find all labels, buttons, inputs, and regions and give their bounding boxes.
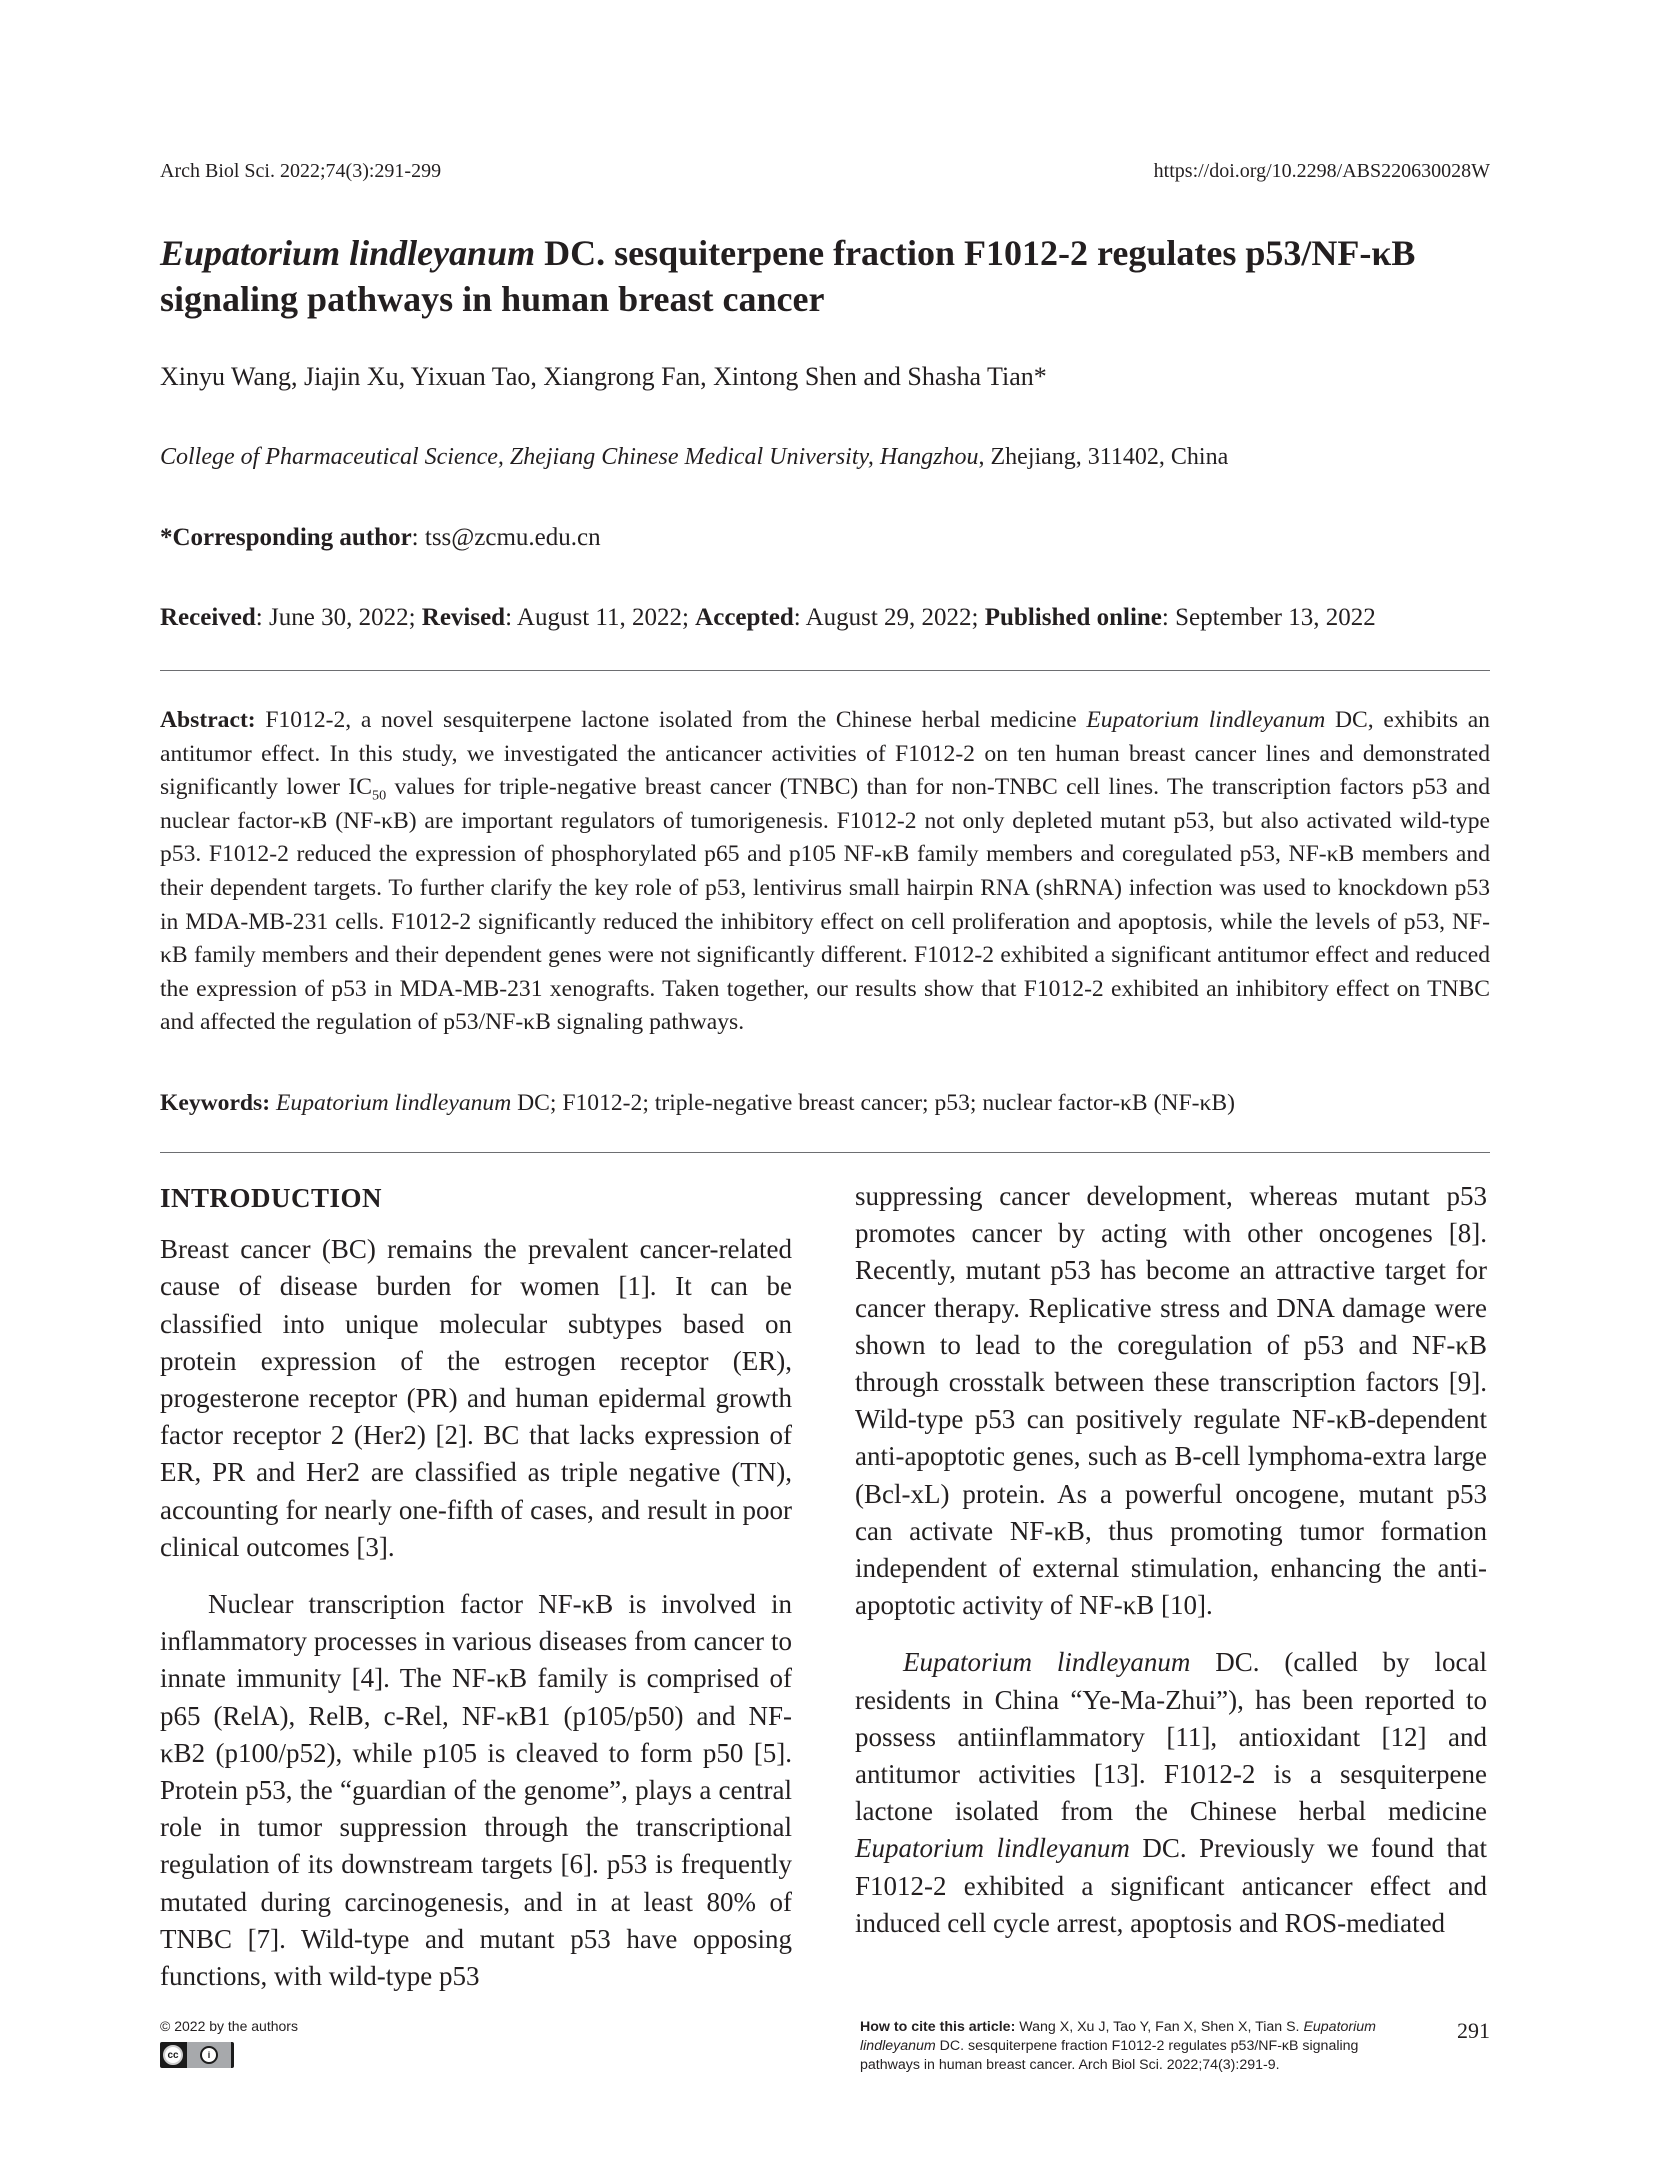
cite-species: Eupatorium lindleyanum: [860, 2019, 1376, 2054]
cc-by-segment: [187, 2042, 231, 2068]
published-label: Published online: [984, 604, 1162, 631]
title-species: Eupatorium lindleyanum: [160, 233, 536, 273]
affiliation: [160, 444, 1228, 471]
p4-species-2: Eupatorium lindleyanum: [855, 1833, 1130, 1864]
published-date: : September 13, 2022: [1161, 604, 1376, 631]
keywords: [160, 1090, 1490, 1117]
introduction-heading: INTRODUCTION: [160, 1183, 383, 1213]
p4-text-b: DC. Previously we found that F1012-2 exhibited a significant anticancer effect and induced cell cycle arrest, apoptosis and ROS-mediated: [855, 1833, 1487, 1938]
corresponding-author: [160, 524, 601, 552]
keywords-list: DC; F1012-2; triple-negative breast cancer; p53; nuclear factor-κB (NF-κB): [511, 1090, 1235, 1116]
cite-rest: DC. sesquiterpene fraction F1012-2 regulates p53/NF-κB signaling pathways in human breast cancer. Arch Biol Sci. 2022;74(3):291-9.: [860, 2038, 1359, 2073]
journal-reference: Arch Biol Sci. 2022;74(3):291-299: [160, 160, 442, 182]
title-line1: DC. sesquiterpene fraction F1012-2 regulates p53/NF-κB: [535, 233, 1416, 273]
corresponding-label: *Corresponding author: [160, 524, 412, 551]
abstract-ic50-subscript: 50: [372, 787, 387, 804]
abstract-text-3: values for triple-negative breast cancer (TNBC) than for non-TNBC cell lines. The transcription factors p53 and nuclear factor-κB (NF-κB) are important regulators of tumorigenesis. F1012-2 not only depleted mutant p53, but also activated wild-type p53. F1012-2 reduced the expression of phosphorylated p65 and p105 NF-κB family members and coregulated p53, NF-κB members and their dependent targets. To further clarify the key role of p53, lentivirus small hairpin RNA (shRNA) infection was used to knockdown p53 in MDA-MB-231 cells. F1012-2 significantly reduced the inhibitory effect on cell proliferation and apoptosis, while the levels of p53, NF-κB family members and their dependent genes were not significantly different. F1012-2 exhibited a significant antitumor effect and reduced the expression of p53 in MDA-MB-231 xenografts. Taken together, our results show that F1012-2 exhibited an inhibitory effect on TNBC and affected the regulation of p53/NF-κB signaling pathways.: [160, 774, 1490, 1036]
cc-license-badge[interactable]: [160, 2042, 234, 2068]
column-left: [160, 1180, 792, 1995]
abstract-species: Eupatorium lindleyanum: [1086, 707, 1326, 733]
intro-paragraph-1: Breast cancer (BC) remains the prevalent cancer-related cause of disease burden for women [1]. It can be classified into unique molecular subtypes based on protein expression of the estrogen receptor (ER), progesterone receptor (PR) and human epidermal growth factor receptor 2 (Her2) [2]. BC that lacks expression of ER, PR and Her2 are classified as triple negative (TN), accounting for nearly one-fifth of cases, and result in poor clinical outcomes [3].: [160, 1234, 792, 1562]
intro-paragraph-4: [855, 1644, 1487, 1942]
abstract-text-1: F1012-2, a novel sesquiterpene lactone isolated from the Chinese herbal medicine: [255, 707, 1087, 733]
abstract: [160, 704, 1490, 1040]
citation-note: [860, 2018, 1400, 2075]
accepted-date: : August 29, 2022;: [793, 604, 985, 631]
intro-paragraph-3: suppressing cancer development, whereas mutant p53 promotes cancer by acting with other oncogenes [8]. Recently, mutant p53 has become an attractive target for cancer therapy. Replicative stress and DNA damage were shown to lead to the coregulation of p53 and NF-κB through crosstalk between these transcription factors [9]. Wild-type p53 can positively regulate NF-κB-dependent anti-apoptotic genes, such as B-cell lymphoma-extra large (Bcl-xL) protein. As a powerful oncogene, mutant p53 can activate NF-κB, thus promoting tumor formation independent of external stimulation, enhancing the anti-apoptotic activity of NF-κB [10].: [855, 1181, 1487, 1621]
keywords-species: Eupatorium lindleyanum: [270, 1090, 512, 1116]
divider-bottom: [160, 1152, 1490, 1153]
keywords-label: Keywords:: [160, 1090, 271, 1116]
article-dates: [160, 604, 1376, 632]
revised-date: : August 11, 2022;: [505, 604, 696, 631]
cite-label: How to cite this article:: [860, 2019, 1016, 2035]
p4-species: Eupatorium lindleyanum: [903, 1647, 1191, 1678]
abstract-text-2: DC, exhibits an antitumor effect. In this study, we investigated the anticancer activities of F1012-2 on ten human breast cancer lines and demonstrated significantly lower IC: [160, 707, 1490, 801]
article-title: [160, 230, 1490, 322]
copyright-notice: © 2022 by the authors: [160, 2018, 298, 2034]
affiliation-institution: College of Pharmaceutical Science, Zhejiang Chinese Medical University, Hangzhou: [160, 444, 979, 470]
p4-text-a: DC. (called by local residents in China “Ye-Ma-Zhui”), has been reported to possess antiinflammatory [11], antioxidant [12] and antitumor activities [13]. F1012-2 is a sesquiterpene lactone isolated from the Chinese herbal medicine: [855, 1647, 1487, 1827]
title-line2: signaling pathways in human breast cancer: [160, 279, 825, 319]
page-number: 291: [1457, 2018, 1490, 2043]
accepted-label: Accepted: [695, 604, 794, 631]
author-list: Xinyu Wang, Jiajin Xu, Yixuan Tao, Xiangrong Fan, Xintong Shen and Shasha Tian*: [160, 362, 1047, 391]
intro-paragraph-2: Nuclear transcription factor NF-κB is involved in inflammatory processes in various diseases from cancer to innate immunity [4]. The NF-κB family is comprised of p65 (RelA), RelB, c-Rel, NF-κB1 (p105/p50) and NF-κB2 (p100/p52), while p105 is cleaved to form p50 [5]. Protein p53, the “guardian of the genome”, plays a central role in tumor suppression through the transcriptional regulation of its downstream targets [6]. p53 is frequently mutated during carcinogenesis, and in at least 80% of TNBC [7]. Wild-type and mutant p53 have opposing functions, with wild-type p53: [160, 1589, 792, 1992]
received-date: : June 30, 2022;: [255, 604, 422, 631]
column-right: [855, 1178, 1487, 1942]
cc-icon: cc: [163, 2045, 183, 2065]
divider-top: [160, 670, 1490, 671]
doi-link[interactable]: https://doi.org/10.2298/ABS220630028W: [1153, 160, 1490, 182]
abstract-label: Abstract:: [160, 707, 256, 733]
cite-authors: Wang X, Xu J, Tao Y, Fan X, Shen X, Tian S.: [1015, 2019, 1304, 2035]
revised-label: Revised: [421, 604, 506, 631]
by-attribution-icon: i: [200, 2046, 218, 2064]
received-label: Received: [160, 604, 256, 631]
affiliation-location: , Zhejiang, 311402, China: [978, 444, 1229, 470]
corresponding-email[interactable]: : tss@zcmu.edu.cn: [411, 524, 601, 551]
